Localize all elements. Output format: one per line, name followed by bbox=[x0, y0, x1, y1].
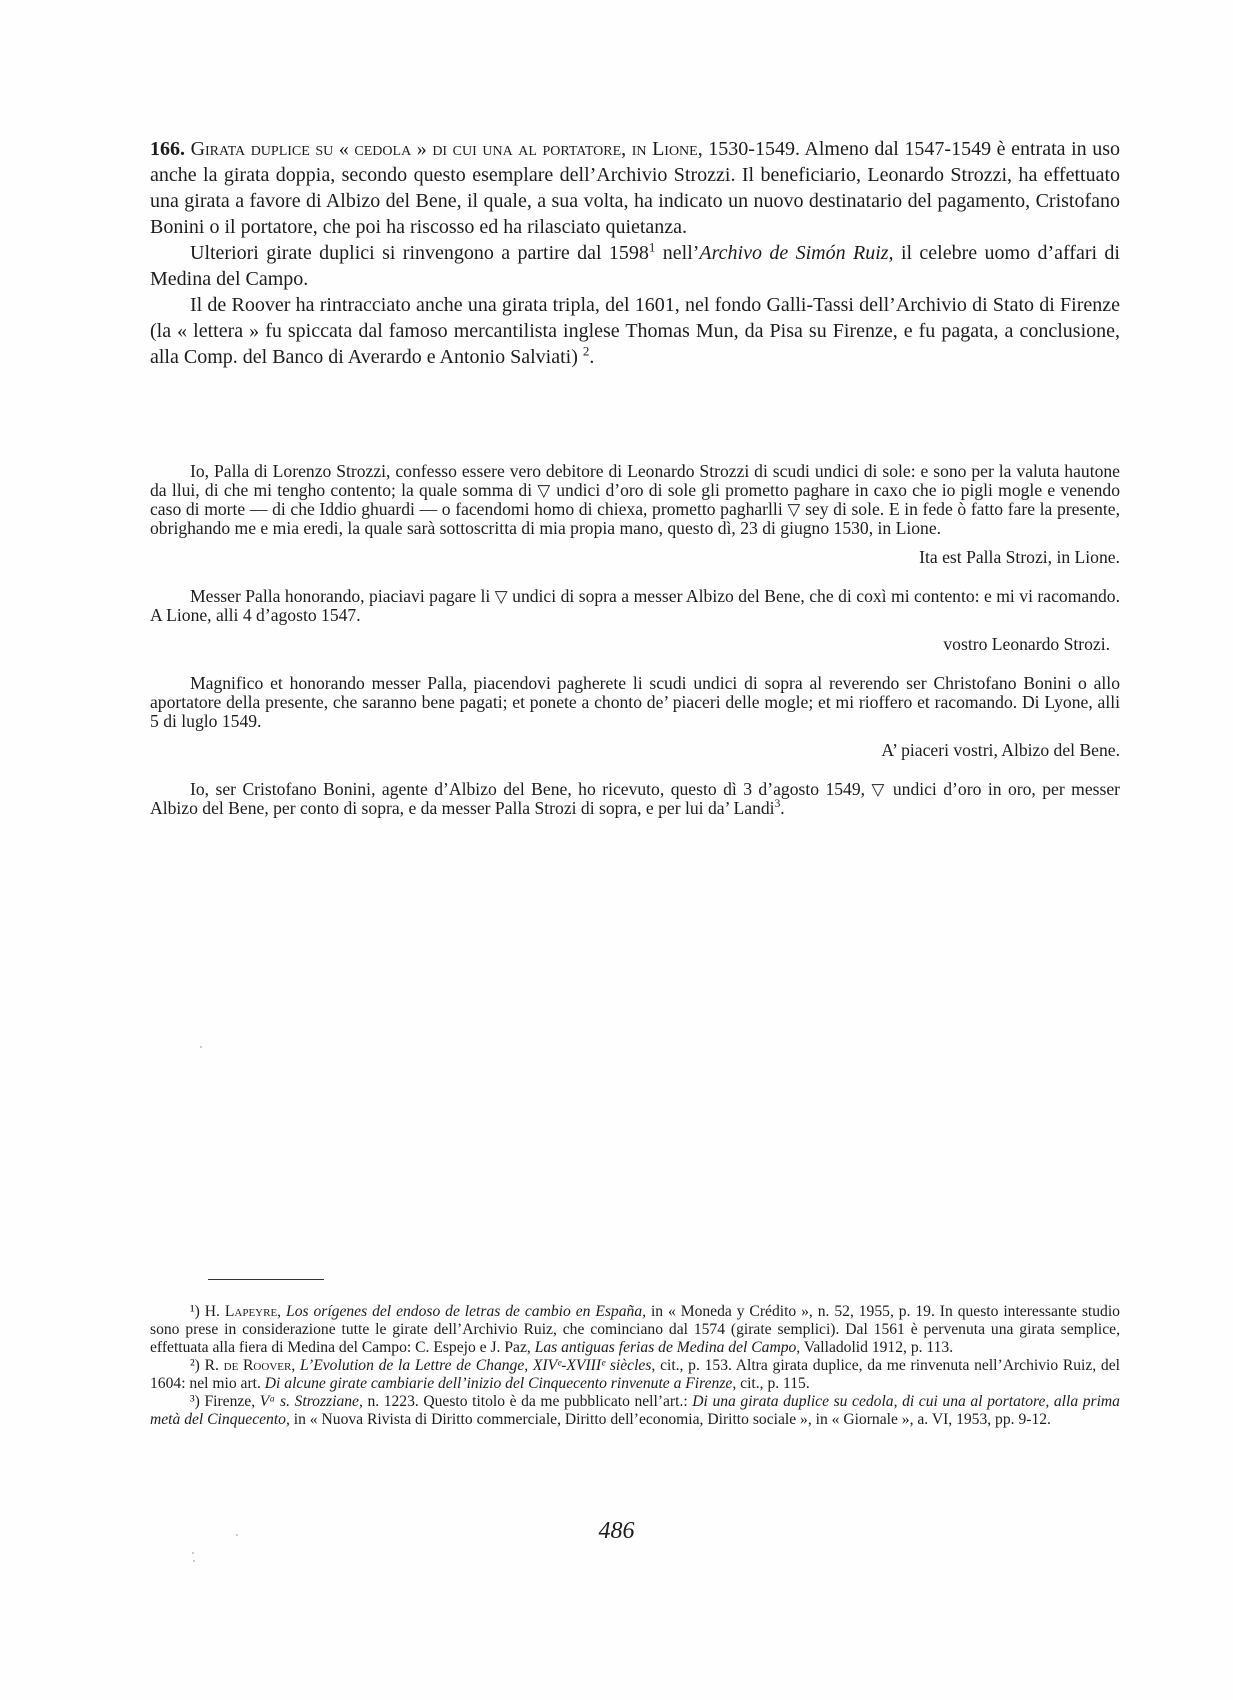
footnote-1-mark: ¹) bbox=[190, 1303, 200, 1320]
section-heading: Girata duplice su « cedola » di cui una al portatore, in Lione, 1530-1549. bbox=[190, 138, 800, 160]
footnote-2-author: R. de Roover, bbox=[204, 1357, 296, 1374]
footnote-3-title: Di una girata duplice su cedola, di cui una al portatore, alla prima metà del Cinquecento, bbox=[150, 1393, 1120, 1428]
footnotes bbox=[150, 1303, 1120, 1429]
scan-speck bbox=[200, 1046, 202, 1048]
receipt-text-b: undici d’oro in oro, per messer Albizo del Bene, per conto di sopra, e da messer Palla Strozi di sopra, e per lui da’ Landi bbox=[150, 779, 1120, 818]
paragraph-3-end: . bbox=[589, 346, 595, 368]
scudo-symbol-icon: ▽ bbox=[537, 480, 552, 500]
footnote-3-text: Firenze, bbox=[204, 1393, 256, 1410]
scan-speck bbox=[192, 1552, 194, 1554]
paragraph-2 bbox=[150, 240, 1120, 292]
footnote-1-title-2: Las antiguas ferias de Medina del Campo, bbox=[534, 1339, 801, 1356]
footnote-1-author: H. Lapeyre, bbox=[204, 1303, 282, 1320]
declaration-text-a: Io, Palla di Lorenzo Strozzi, confesso essere vero debitore di Leonardo Strozzi di scudi undici di sole: e sono per la valuta hautone da llui, di che mi tengho contento; la quale somma di bbox=[150, 461, 1120, 500]
signature-albizo: A’ piaceri vostri, Albizo del Bene. bbox=[881, 740, 1120, 760]
transcribed-document bbox=[150, 462, 1120, 818]
footnote-2-text: cit., p. 153. Altra girata duplice, da me rinvenuta nell’Archivio Ruiz, del 1604: nel mio art. bbox=[150, 1357, 1120, 1392]
declaration-text-b: undici d’oro di sole gli prometto paghare in caxo che io pigli mogle e venendo caso di morte — di che Iddio ghuardi — o facendomi homo di chiexa, prometto pagharlli bbox=[150, 480, 1121, 519]
section-number: 166. bbox=[150, 138, 185, 160]
footnote-3-mark: ³) bbox=[190, 1393, 200, 1410]
footnote-divider bbox=[208, 1279, 324, 1280]
footnote-3-text-c: in « Nuova Rivista di Diritto commerciale, Diritto dell’economia, Diritto sociale », in « Giornale », a. VI, 1953, pp. 9-12. bbox=[293, 1411, 1051, 1428]
endorsement-1-text-b: undici di sopra a messer Albizo del Bene, che di coxì mi contento: e mi vi racomando. A Lione, alli 4 d’agosto 1547. bbox=[150, 586, 1120, 625]
footnote-ref-2[interactable]: 2 bbox=[582, 343, 590, 359]
footnote-3-ref: Vᵃ s. Strozziane, bbox=[259, 1393, 363, 1410]
receipt-text-a: Io, ser Cristofano Bonini, agente d’Albizo del Bene, ho ricevuto, questo dì 3 d’agosto 1549, bbox=[190, 779, 872, 799]
paragraph-3-text: Il de Roover ha rintracciato anche una girata tripla, del 1601, nel fondo Galli-Tassi dell’Archivio di Stato di Firenze (la « lettera » fu spiccata dal famoso mercantilista inglese Thomas Mun, da Pisa su Firenze, e fu pagata, a conclusione, alla Comp. del Banco di Averardo e Antonio Salviati) bbox=[150, 294, 1120, 368]
footnote-2-mark: ²) bbox=[190, 1357, 200, 1374]
scudo-symbol-icon: ▽ bbox=[787, 499, 801, 519]
footnote-1 bbox=[150, 1303, 1120, 1357]
paragraph-3 bbox=[150, 292, 1120, 370]
paragraph-1-text: Almeno dal 1547-1549 è entrata in uso anche la girata doppia, secondo questo esemplare dell’Archivio Strozzi. Il beneficiario, Leonardo Strozzi, ha effettuato una girata a favore di Albizo del Bene, il quale, a sua volta, ha indicato un nuovo destinatario del pagamento, Cristofano Bonini o il portatore, che poi ha riscosso ed ha rilasciato quietanza. bbox=[150, 138, 1120, 238]
footnote-3-text-b: n. 1223. Questo titolo è da me pubblicato nell’art.: bbox=[367, 1393, 688, 1410]
receipt-end: . bbox=[780, 798, 785, 818]
page-number: 486 bbox=[598, 1518, 635, 1544]
document-endorsement-2: Magnifico et honorando messer Palla, piacendovi pagherete li scudi undici di sopra al reverendo ser Christofano Bonini o allo aportatore della presente, che saranno bene pagati; et ponete a chonto de’ piaceri delle mogle; et mi rioffero et racomando. Di Lyone, alli 5 di luglo 1549. bbox=[150, 673, 1120, 731]
paragraph-2-text-c: il celebre uomo d’affari di Medina del Campo. bbox=[150, 242, 1120, 290]
scudo-symbol-icon: ▽ bbox=[494, 586, 508, 606]
footnote-1-text: in « Moneda y Crédito », n. 52, 1955, p. 19. In questo interessante studio sono prese in considerazione tutte le girate dell’Archivio Ruiz, che cominciano dal 1574 (girate semplici). Dal 1561 è pervenuta una girata semplice, effettuata alla fiera di Medina del Campo: C. Espejo e J. Paz, bbox=[150, 1303, 1120, 1356]
footnote-2-title: L’Evolution de la Lettre de Change, XIVᵉ-XVIIIᵉ siècles, bbox=[299, 1357, 656, 1374]
section-body bbox=[150, 136, 1120, 370]
paragraph-2-text-b: nell’ bbox=[655, 242, 700, 264]
signature-palla: Ita est Palla Strozi, in Lione. bbox=[919, 547, 1120, 567]
paragraph-1 bbox=[150, 136, 1120, 240]
footnote-2-text-end: cit., p. 115. bbox=[740, 1375, 810, 1392]
footnote-1-text-end: Valladolid 1912, p. 113. bbox=[803, 1339, 954, 1356]
footnote-ref-1[interactable]: 1 bbox=[648, 239, 656, 255]
document-receipt bbox=[150, 780, 1120, 818]
footnote-1-title: Los orígenes del endoso de letras de cambio en España, bbox=[286, 1303, 647, 1320]
endorsement-1-text-a: Messer Palla honorando, piaciavi pagare li bbox=[190, 586, 495, 606]
document-declaration bbox=[150, 462, 1120, 538]
scudo-symbol-icon: ▽ bbox=[871, 779, 887, 799]
footnote-2 bbox=[150, 1357, 1120, 1393]
archive-title: Archivo de Simón Ruiz, bbox=[699, 242, 894, 264]
declaration-text-c: sey di sole. E in fede ò fatto fare la presente, obrighando me e mia eredi, la quale sarà sottoscritta di mia propia mano, questo dì, 23 di giugno 1530, in Lione. bbox=[150, 499, 1120, 538]
scan-speck bbox=[236, 1534, 238, 1536]
document-endorsement-1 bbox=[150, 587, 1120, 625]
signature-leonardo: vostro Leonardo Strozi. bbox=[943, 634, 1110, 654]
footnote-3 bbox=[150, 1393, 1120, 1429]
scan-speck bbox=[193, 1560, 195, 1562]
footnote-2-title-2: Di alcune girate cambiarie dell’inizio del Cinquecento rinvenute a Firenze, bbox=[264, 1375, 737, 1392]
footnote-ref-3[interactable]: 3 bbox=[774, 798, 781, 811]
paragraph-2-text-a: Ulteriori girate duplici si rinvengono a partire dal 1598 bbox=[190, 242, 649, 264]
